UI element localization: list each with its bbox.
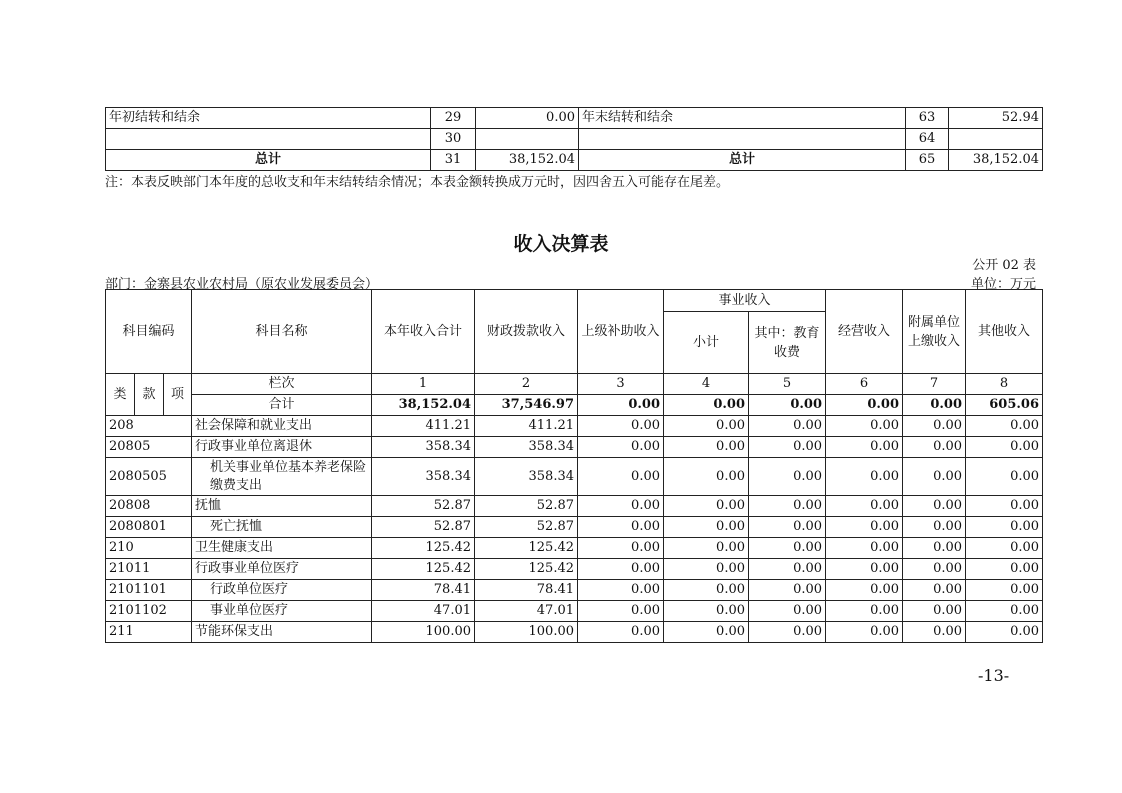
row-value: 52.87 (475, 517, 578, 538)
row-value: 0.00 (664, 622, 749, 643)
row-value: 0.00 (664, 458, 749, 496)
row-code: 21011 (106, 559, 192, 580)
row-value: 125.42 (372, 559, 475, 580)
header-subtotal: 小计 (664, 312, 749, 374)
row-code: 20808 (106, 496, 192, 517)
row-value: 0.00 (578, 517, 664, 538)
page-title: 收入决算表 (513, 233, 609, 255)
summary-left-no: 30 (431, 129, 476, 150)
header-operating: 经营收入 (826, 290, 903, 374)
summary-right-label (579, 129, 906, 150)
row-value: 0.00 (966, 622, 1043, 643)
header-code: 科目编码 (106, 290, 192, 374)
table-row (106, 538, 1043, 559)
row-value: 0.00 (664, 496, 749, 517)
row-value: 0.00 (826, 496, 903, 517)
summary-row (106, 150, 1043, 171)
summary-left-label: 年初结转和结余 (106, 108, 431, 129)
row-value: 0.00 (826, 601, 903, 622)
row-value: 52.87 (475, 496, 578, 517)
header-affiliated: 附属单位上缴收入 (903, 290, 966, 374)
row-value: 0.00 (903, 416, 966, 437)
row-value: 411.21 (475, 416, 578, 437)
row-value: 411.21 (372, 416, 475, 437)
header-business-group: 事业收入 (664, 290, 826, 312)
row-value: 0.00 (664, 559, 749, 580)
row-value: 78.41 (475, 580, 578, 601)
header-other: 其他收入 (966, 290, 1043, 374)
row-name: 社会保障和就业支出 (192, 416, 372, 437)
row-value: 0.00 (578, 437, 664, 458)
row-value: 358.34 (372, 437, 475, 458)
row-value: 0.00 (966, 437, 1043, 458)
row-value: 0.00 (578, 601, 664, 622)
row-value: 0.00 (966, 416, 1043, 437)
row-value: 358.34 (372, 458, 475, 496)
table-row (106, 416, 1043, 437)
row-value: 0.00 (578, 458, 664, 496)
row-value: 0.00 (903, 458, 966, 496)
header-education: 其中：教育收费 (749, 312, 826, 374)
total-value: 0.00 (578, 395, 664, 416)
summary-right-value (949, 129, 1043, 150)
row-value: 0.00 (826, 437, 903, 458)
col-num: 5 (749, 374, 826, 395)
row-value: 0.00 (966, 496, 1043, 517)
row-value: 0.00 (749, 559, 826, 580)
row-value: 358.34 (475, 458, 578, 496)
row-value: 100.00 (475, 622, 578, 643)
summary-right-label: 总计 (579, 150, 906, 171)
header-superior: 上级补助收入 (578, 290, 664, 374)
row-value: 52.87 (372, 496, 475, 517)
table-row (106, 437, 1043, 458)
col-num: 1 (372, 374, 475, 395)
table-note: 注：本表反映部门本年度的总收支和年末结转结余情况；本表金额转换成万元时，因四舍五入可能存在尾差。 (105, 175, 730, 190)
col-num: 4 (664, 374, 749, 395)
summary-left-no: 31 (431, 150, 476, 171)
summary-left-no: 29 (431, 108, 476, 129)
row-value: 0.00 (903, 601, 966, 622)
page-number: -13- (978, 666, 1010, 685)
row-value: 0.00 (749, 517, 826, 538)
summary-left-value (476, 129, 579, 150)
summary-right-no: 63 (906, 108, 949, 129)
header-total: 本年收入合计 (372, 290, 475, 374)
row-code: 2101102 (106, 601, 192, 622)
row-value: 0.00 (903, 517, 966, 538)
row-value: 0.00 (903, 496, 966, 517)
row-value: 0.00 (826, 517, 903, 538)
row-code: 2101101 (106, 580, 192, 601)
unit-label: 单位：万元 (970, 277, 1036, 292)
row-value: 0.00 (664, 437, 749, 458)
row-code: 211 (106, 622, 192, 643)
row-value: 0.00 (903, 622, 966, 643)
table-row (106, 496, 1043, 517)
row-value: 0.00 (966, 580, 1043, 601)
summary-right-no: 65 (906, 150, 949, 171)
summary-left-label: 总计 (106, 150, 431, 171)
row-name: 节能环保支出 (192, 622, 372, 643)
table-row (106, 517, 1043, 538)
row-value: 0.00 (664, 416, 749, 437)
summary-right-value: 52.94 (949, 108, 1043, 129)
table-row (106, 580, 1043, 601)
row-name: 机关事业单位基本养老保险缴费支出 (192, 458, 372, 496)
summary-row (106, 129, 1043, 150)
row-code: 208 (106, 416, 192, 437)
row-value: 0.00 (664, 601, 749, 622)
row-value: 0.00 (749, 416, 826, 437)
summary-row (106, 108, 1043, 129)
col-num: 6 (826, 374, 903, 395)
row-value: 0.00 (826, 622, 903, 643)
row-code: 2080801 (106, 517, 192, 538)
row-name: 死亡抚恤 (192, 517, 372, 538)
table-row (106, 622, 1043, 643)
total-value: 0.00 (826, 395, 903, 416)
row-value: 78.41 (372, 580, 475, 601)
summary-right-no: 64 (906, 129, 949, 150)
total-value: 0.00 (664, 395, 749, 416)
row-value: 0.00 (578, 496, 664, 517)
header-kuan: 款 (135, 374, 164, 416)
income-table (105, 289, 1043, 643)
header-xiang: 项 (164, 374, 192, 416)
row-value: 125.42 (372, 538, 475, 559)
row-name: 行政事业单位离退休 (192, 437, 372, 458)
row-value: 0.00 (966, 601, 1043, 622)
row-name: 行政事业单位医疗 (192, 559, 372, 580)
row-value: 0.00 (578, 622, 664, 643)
row-value: 125.42 (475, 559, 578, 580)
summary-left-label (106, 129, 431, 150)
total-value: 37,546.97 (475, 395, 578, 416)
row-name: 抚恤 (192, 496, 372, 517)
row-value: 0.00 (903, 580, 966, 601)
row-value: 0.00 (749, 437, 826, 458)
col-num: 7 (903, 374, 966, 395)
row-value: 0.00 (664, 580, 749, 601)
row-code: 210 (106, 538, 192, 559)
row-value: 0.00 (749, 458, 826, 496)
col-num: 2 (475, 374, 578, 395)
row-value: 0.00 (966, 517, 1043, 538)
row-value: 0.00 (749, 601, 826, 622)
table-row (106, 601, 1043, 622)
table-row (106, 458, 1043, 496)
summary-table (105, 107, 1043, 171)
table-row (106, 559, 1043, 580)
row-name: 行政单位医疗 (192, 580, 372, 601)
row-code: 20805 (106, 437, 192, 458)
summary-right-value: 38,152.04 (949, 150, 1043, 171)
col-num: 3 (578, 374, 664, 395)
row-code: 2080505 (106, 458, 192, 496)
header-column-order: 栏次 (192, 374, 372, 395)
row-value: 0.00 (903, 437, 966, 458)
total-row-label: 合计 (192, 395, 372, 416)
total-value: 38,152.04 (372, 395, 475, 416)
row-value: 52.87 (372, 517, 475, 538)
row-value: 0.00 (903, 538, 966, 559)
row-value: 0.00 (826, 416, 903, 437)
row-value: 0.00 (826, 538, 903, 559)
row-name: 事业单位医疗 (192, 601, 372, 622)
header-fiscal: 财政拨款收入 (475, 290, 578, 374)
row-value: 0.00 (749, 538, 826, 559)
row-value: 358.34 (475, 437, 578, 458)
row-value: 0.00 (826, 559, 903, 580)
row-value: 0.00 (966, 559, 1043, 580)
row-value: 47.01 (475, 601, 578, 622)
total-value: 605.06 (966, 395, 1043, 416)
row-value: 0.00 (664, 517, 749, 538)
row-value: 0.00 (749, 496, 826, 517)
row-value: 0.00 (966, 458, 1043, 496)
row-name: 卫生健康支出 (192, 538, 372, 559)
department-label: 部门：金寨县农业农村局（原农业发展委员会） (105, 277, 379, 292)
row-value: 47.01 (372, 601, 475, 622)
total-value: 0.00 (903, 395, 966, 416)
form-number: 公开 02 表 (972, 258, 1036, 273)
row-value: 125.42 (475, 538, 578, 559)
summary-right-label: 年末结转和结余 (579, 108, 906, 129)
summary-left-value: 0.00 (476, 108, 579, 129)
summary-left-value: 38,152.04 (476, 150, 579, 171)
row-value: 0.00 (578, 580, 664, 601)
row-value: 0.00 (749, 580, 826, 601)
header-name: 科目名称 (192, 290, 372, 374)
row-value: 0.00 (966, 538, 1043, 559)
row-value: 0.00 (749, 622, 826, 643)
row-value: 0.00 (578, 416, 664, 437)
header-lei: 类 (106, 374, 135, 416)
row-value: 0.00 (826, 458, 903, 496)
row-value: 0.00 (578, 538, 664, 559)
row-value: 0.00 (664, 538, 749, 559)
row-value: 100.00 (372, 622, 475, 643)
col-num: 8 (966, 374, 1043, 395)
row-value: 0.00 (903, 559, 966, 580)
row-value: 0.00 (578, 559, 664, 580)
row-value: 0.00 (826, 580, 903, 601)
total-value: 0.00 (749, 395, 826, 416)
